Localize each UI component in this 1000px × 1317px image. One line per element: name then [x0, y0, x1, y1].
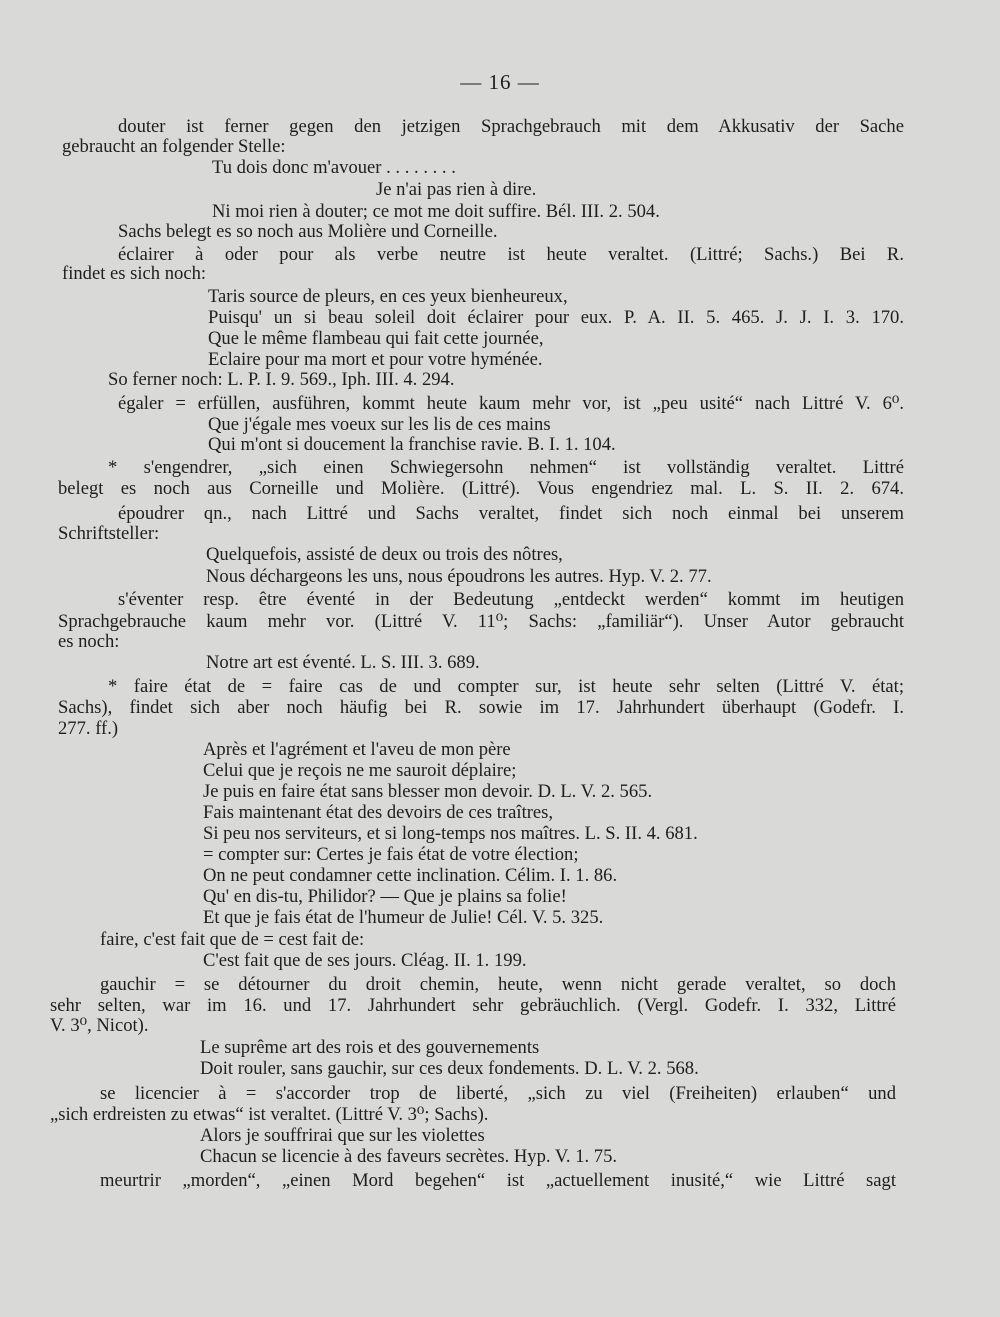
- text-line: gauchir = se détourner du droit chemin, heute, wenn nicht gerade veraltet, so doch: [100, 974, 896, 995]
- text-line: V. 3⁰, Nicot).: [50, 1015, 149, 1036]
- text-line: Fais maintenant état des devoirs de ces traîtres,: [203, 802, 554, 823]
- text-line: Que le même flambeau qui fait cette journée,: [208, 328, 544, 349]
- text-line: Le suprême art des rois et des gouvernements: [200, 1037, 540, 1058]
- text-line: Taris source de pleurs, en ces yeux bienheureux,: [208, 286, 568, 307]
- text-line: Schriftsteller:: [58, 523, 160, 544]
- text-line: Doit rouler, sans gauchir, sur ces deux fondements. D. L. V. 2. 568.: [200, 1058, 699, 1079]
- text-line: „sich erdreisten zu etwas“ ist veraltet. (Littré V. 3⁰; Sachs).: [50, 1104, 489, 1125]
- text-line: Après et l'agrément et l'aveu de mon père: [203, 739, 511, 760]
- text-line: égaler = erfüllen, ausführen, kommt heute kaum mehr vor, ist „peu usité“ nach Littré V. 6⁰.: [118, 393, 904, 414]
- text-line: Eclaire pour ma mort et pour votre hyménée.: [208, 349, 543, 370]
- text-line: s'éventer resp. être éventé in der Bedeutung „entdeckt werden“ kommt im heutigen: [118, 589, 904, 610]
- text-line: Puisqu' un si beau soleil doit éclairer pour eux. P. A. II. 5. 465. J. J. I. 3. 170.: [208, 307, 904, 328]
- text-line: Nous déchargeons les uns, nous époudrons les autres. Hyp. V. 2. 77.: [206, 566, 712, 587]
- text-line: faire, c'est fait que de = cest fait de:: [100, 929, 365, 950]
- text-line: Sprachgebrauche kaum mehr vor. (Littré V. 11⁰; Sachs: „familiär“). Unser Autor gebraucht: [58, 611, 904, 632]
- text-line: Je puis en faire état sans blesser mon devoir. D. L. V. 2. 565.: [203, 781, 653, 802]
- text-line: Je n'ai pas rien à dire.: [376, 179, 537, 200]
- text-line: belegt es noch aus Corneille und Molière. (Littré). Vous engendriez mal. L. S. II. 2. 674.: [58, 478, 904, 499]
- text-line: es noch:: [58, 631, 120, 652]
- text-line: Chacun se licencie à des faveurs secrètes. Hyp. V. 1. 75.: [200, 1146, 618, 1167]
- text-line: * s'engendrer, „sich einen Schwiegersohn nehmen“ ist vollständig veraltet. Littré: [108, 457, 904, 478]
- text-line: meurtrir „morden“, „einen Mord begehen“ ist „actuellement inusité,“ wie Littré sagt: [100, 1170, 896, 1191]
- text-line: éclairer à oder pour als verbe neutre ist heute veraltet. (Littré; Sachs.) Bei R.: [118, 244, 904, 265]
- text-line: sehr selten, war im 16. und 17. Jahrhundert sehr gebräuchlich. (Vergl. Godefr. I. 332, Littré: [50, 995, 896, 1016]
- text-line: findet es sich noch:: [62, 263, 207, 284]
- text-line: Qui m'ont si doucement la franchise ravie. B. I. 1. 104.: [208, 434, 616, 455]
- text-line: So ferner noch: L. P. I. 9. 569., Iph. III. 4. 294.: [108, 369, 455, 390]
- text-line: Ni moi rien à douter; ce mot me doit suffire. Bél. III. 2. 504.: [212, 201, 660, 222]
- text-line: Si peu nos serviteurs, et si long-temps nos maîtres. L. S. II. 4. 681.: [203, 823, 698, 844]
- text-line: Notre art est éventé. L. S. III. 3. 689.: [206, 652, 480, 673]
- text-line: Celui que je reçois ne me sauroit déplaire;: [203, 760, 517, 781]
- text-line: Quelquefois, assisté de deux ou trois des nôtres,: [206, 544, 563, 565]
- text-line: 277. ff.): [58, 718, 119, 739]
- text-line: se licencier à = s'accorder trop de liberté, „sich zu viel (Freiheiten) erlauben“ und: [100, 1083, 896, 1104]
- text-line: Qu' en dis-tu, Philidor? — Que je plains sa folie!: [203, 886, 567, 907]
- text-line: gebraucht an folgender Stelle:: [62, 136, 286, 157]
- text-line: Alors je souffrirai que sur les violettes: [200, 1125, 485, 1146]
- text-line: On ne peut condamner cette inclination. Célim. I. 1. 86.: [203, 865, 618, 886]
- text-line: Sachs), findet sich aber noch häufig bei R. sowie im 17. Jahrhundert überhaupt (Godefr. I.: [58, 697, 904, 718]
- text-line: Tu dois donc m'avouer . . . . . . . .: [212, 157, 456, 178]
- text-line: C'est fait que de ses jours. Cléag. II. 1. 199.: [203, 950, 527, 971]
- text-line: Sachs belegt es so noch aus Molière und Corneille.: [118, 221, 498, 242]
- text-line: Et que je fais état de l'humeur de Julie! Cél. V. 5. 325.: [203, 907, 604, 928]
- text-line: douter ist ferner gegen den jetzigen Sprachgebrauch mit dem Akkusativ der Sache: [118, 116, 904, 137]
- text-line: Que j'égale mes voeux sur les lis de ces mains: [208, 414, 551, 435]
- text-line: * faire état de = faire cas de und compter sur, ist heute sehr selten (Littré V. état;: [108, 676, 904, 697]
- text-line: = compter sur: Certes je fais état de votre élection;: [203, 844, 579, 865]
- text-line: époudrer qn., nach Littré und Sachs veraltet, findet sich noch einmal bei unserem: [118, 503, 904, 524]
- page-number: — 16 —: [460, 70, 540, 94]
